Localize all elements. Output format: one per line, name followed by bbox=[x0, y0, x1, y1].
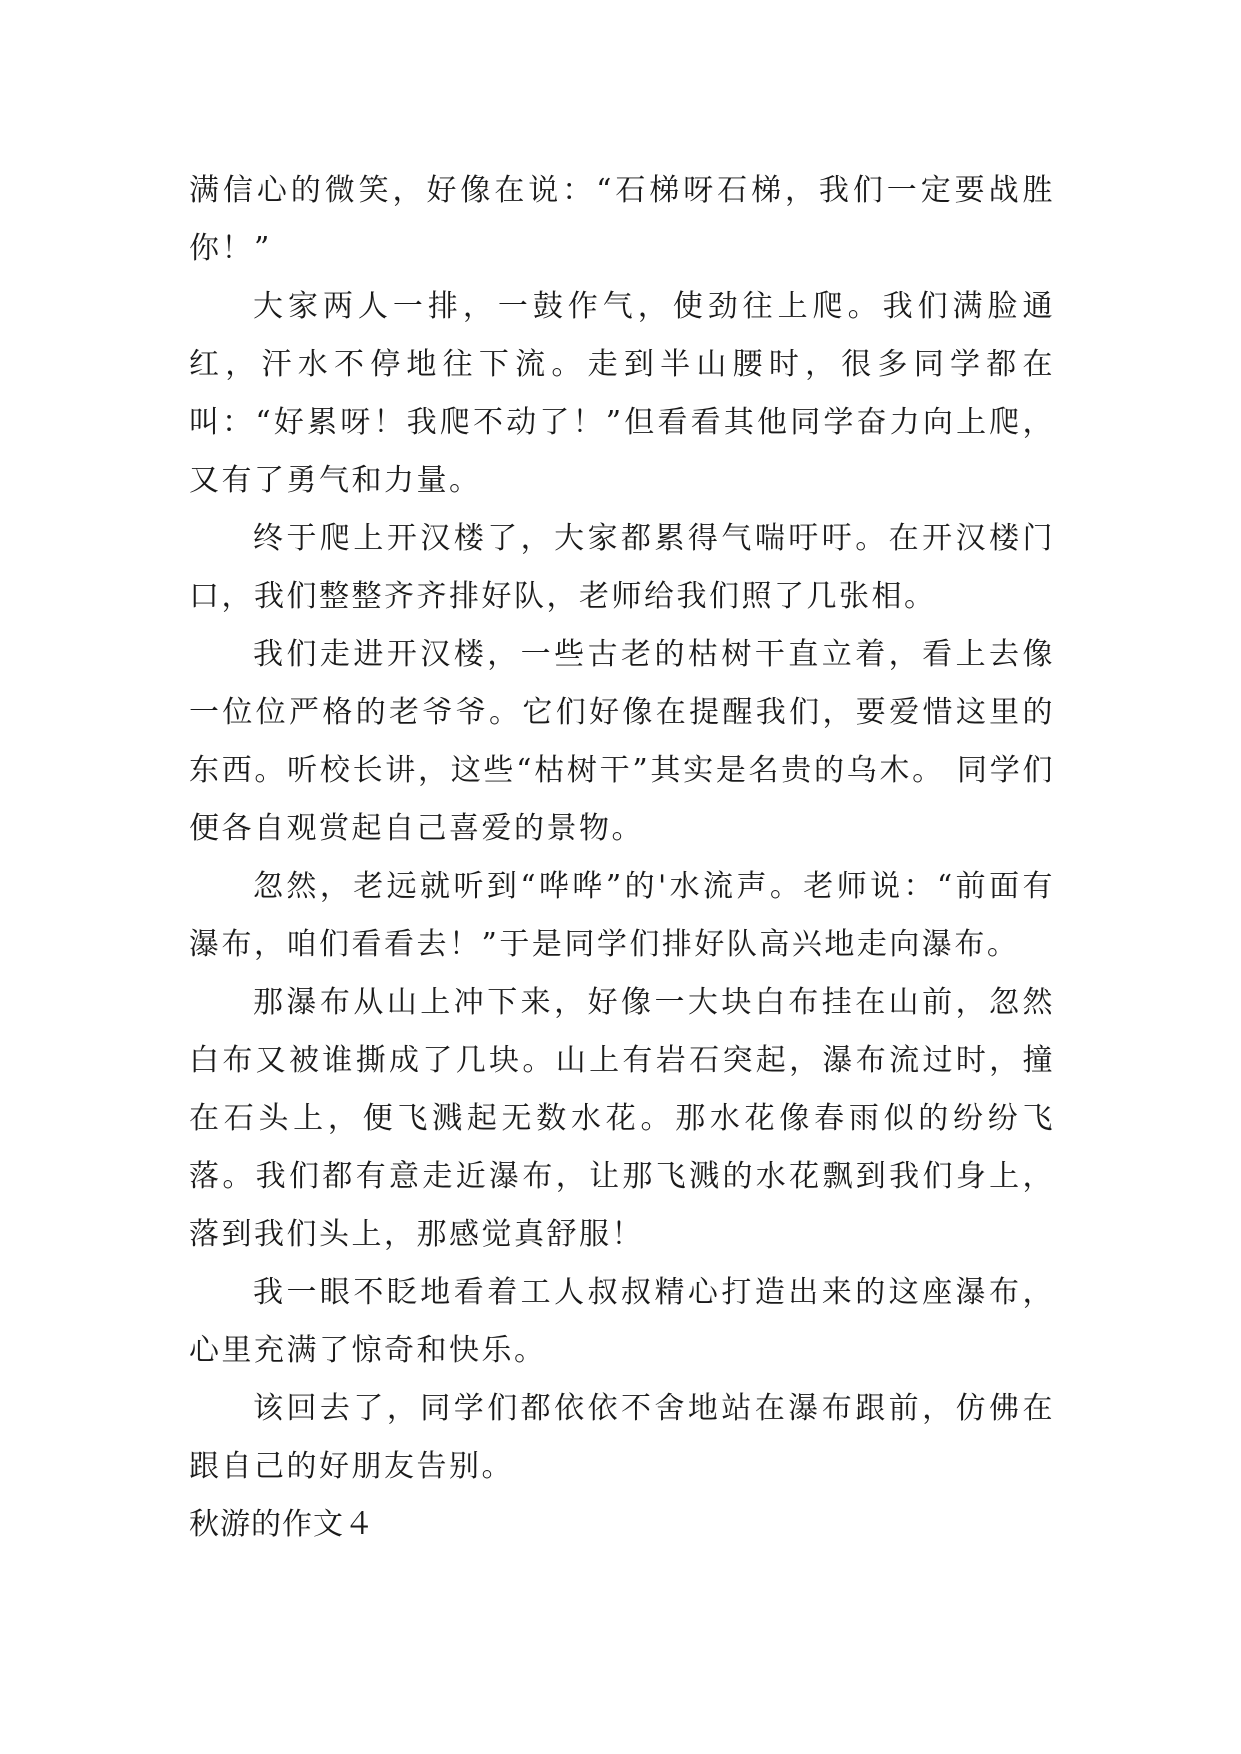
paragraph: 那瀑布从山上冲下来，好像一大块白布挂在山前，忽然白布又被谁撕成了几块。山上有岩石突起，瀑布流过时，撞在石头上，便飞溅起无数水花。那水花像春雨似的纷纷飞落。我们都有意走近瀑布，让那飞溅的水花飘到我们身上，落到我们头上，那感觉真舒服！ bbox=[189, 985, 1055, 1252]
paragraph: 该回去了，同学们都依依不舍地站在瀑布跟前，仿佛在跟自己的好朋友告别。 bbox=[189, 1391, 1055, 1484]
paragraph: 忽然，老远就听到“哗哗”的'水流声。老师说：“前面有瀑布，咱们看看去！”于是同学们排好队高兴地走向瀑布。 bbox=[189, 869, 1055, 962]
paragraph: 我一眼不眨地看着工人叔叔精心打造出来的这座瀑布，心里充满了惊奇和快乐。 bbox=[189, 1275, 1055, 1368]
paragraph: 终于爬上开汉楼了，大家都累得气喘吁吁。在开汉楼门口，我们整整齐齐排好队，老师给我们照了几张相。 bbox=[189, 521, 1055, 614]
paragraph: 大家两人一排，一鼓作气，使劲往上爬。我们满脸通红，汗水不停地往下流。走到半山腰时，很多同学都在叫：“好累呀！我爬不动了！”但看看其他同学奋力向上爬，又有了勇气和力量。 bbox=[189, 289, 1055, 498]
document-body bbox=[189, 162, 1055, 1554]
section-heading: 秋游的作文４ bbox=[189, 1507, 375, 1542]
paragraph: 我们走进开汉楼，一些古老的枯树干直立着，看上去像一位位严格的老爷爷。它们好像在提醒我们，要爱惜这里的东西。听校长讲，这些“枯树干”其实是名贵的乌木。 同学们便各自观赏起自己喜爱的景物。 bbox=[189, 637, 1055, 846]
paragraph-continuation: 满信心的微笑，好像在说：“石梯呀石梯，我们一定要战胜你！” bbox=[189, 173, 1055, 266]
